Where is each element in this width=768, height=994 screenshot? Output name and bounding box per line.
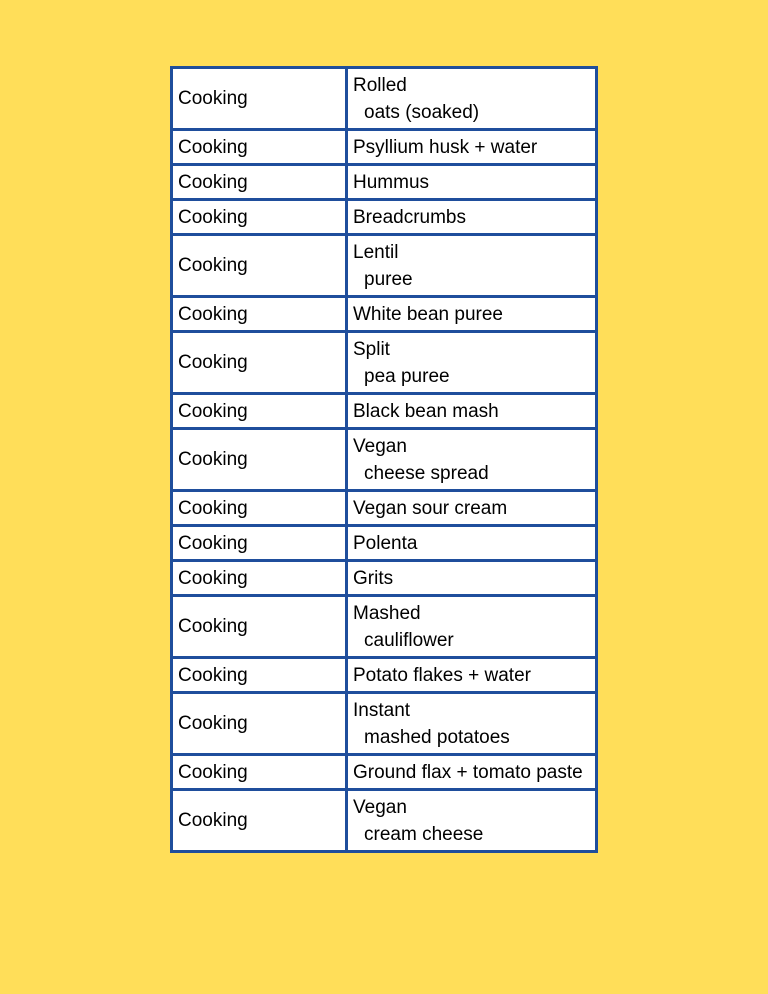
item-text: Breadcrumbs (353, 206, 466, 228)
item-cell (347, 561, 597, 596)
category-cell: Cooking (172, 394, 347, 429)
item-cell (347, 491, 597, 526)
category-cell: Cooking (172, 693, 347, 755)
item-text-continuation: puree (364, 268, 413, 290)
item-cell (347, 165, 597, 200)
table-row (172, 658, 597, 693)
category-cell: Cooking (172, 755, 347, 790)
data-table (170, 66, 598, 853)
table-row (172, 755, 597, 790)
table-body (172, 68, 597, 852)
item-cell (347, 790, 597, 852)
category-cell: Cooking (172, 561, 347, 596)
item-text: Hummus (353, 171, 430, 193)
item-text-continuation: oats (soaked) (364, 101, 480, 123)
item-text: Lentil (353, 241, 399, 263)
item-text: Psyllium husk + water (353, 136, 538, 158)
item-text: Vegan (353, 796, 407, 818)
table-row (172, 394, 597, 429)
item-text: Vegan (353, 435, 407, 457)
item-text: White bean puree (353, 303, 503, 325)
item-text: Instant (353, 699, 411, 721)
category-cell: Cooking (172, 130, 347, 165)
item-text-continuation: cream cheese (364, 823, 484, 845)
table-row (172, 561, 597, 596)
category-cell: Cooking (172, 235, 347, 297)
table-row (172, 165, 597, 200)
item-text: Polenta (353, 532, 418, 554)
category-cell: Cooking (172, 526, 347, 561)
table-row (172, 332, 597, 394)
category-cell: Cooking (172, 332, 347, 394)
item-cell (347, 297, 597, 332)
item-cell (347, 332, 597, 394)
item-cell (347, 394, 597, 429)
item-text-continuation: pea puree (364, 365, 450, 387)
item-text: Black bean mash (353, 400, 499, 422)
item-cell (347, 68, 597, 130)
table-row (172, 693, 597, 755)
table-row (172, 491, 597, 526)
item-text: Vegan sour cream (353, 497, 508, 519)
table-row (172, 235, 597, 297)
item-cell (347, 130, 597, 165)
table-row (172, 200, 597, 235)
table-row (172, 297, 597, 332)
item-text: Grits (353, 567, 394, 589)
item-text: Rolled (353, 74, 407, 96)
table-row (172, 596, 597, 658)
item-cell (347, 658, 597, 693)
table-row (172, 130, 597, 165)
category-cell: Cooking (172, 491, 347, 526)
item-cell (347, 693, 597, 755)
category-cell: Cooking (172, 429, 347, 491)
category-cell: Cooking (172, 68, 347, 130)
item-cell (347, 429, 597, 491)
item-cell (347, 235, 597, 297)
item-text: Potato flakes + water (353, 664, 531, 686)
item-cell (347, 200, 597, 235)
category-cell: Cooking (172, 297, 347, 332)
item-cell (347, 596, 597, 658)
item-text: Mashed (353, 602, 421, 624)
item-text: Ground flax + tomato paste (353, 761, 583, 783)
item-text-continuation: mashed potatoes (364, 726, 510, 748)
category-cell: Cooking (172, 596, 347, 658)
item-cell (347, 755, 597, 790)
category-cell: Cooking (172, 200, 347, 235)
table-row (172, 526, 597, 561)
category-cell: Cooking (172, 165, 347, 200)
category-cell: Cooking (172, 790, 347, 852)
item-text-continuation: cauliflower (364, 629, 454, 651)
item-cell (347, 526, 597, 561)
category-cell: Cooking (172, 658, 347, 693)
item-text-continuation: cheese spread (364, 462, 489, 484)
table-row (172, 429, 597, 491)
table-row (172, 68, 597, 130)
item-text: Split (353, 338, 390, 360)
table-row (172, 790, 597, 852)
